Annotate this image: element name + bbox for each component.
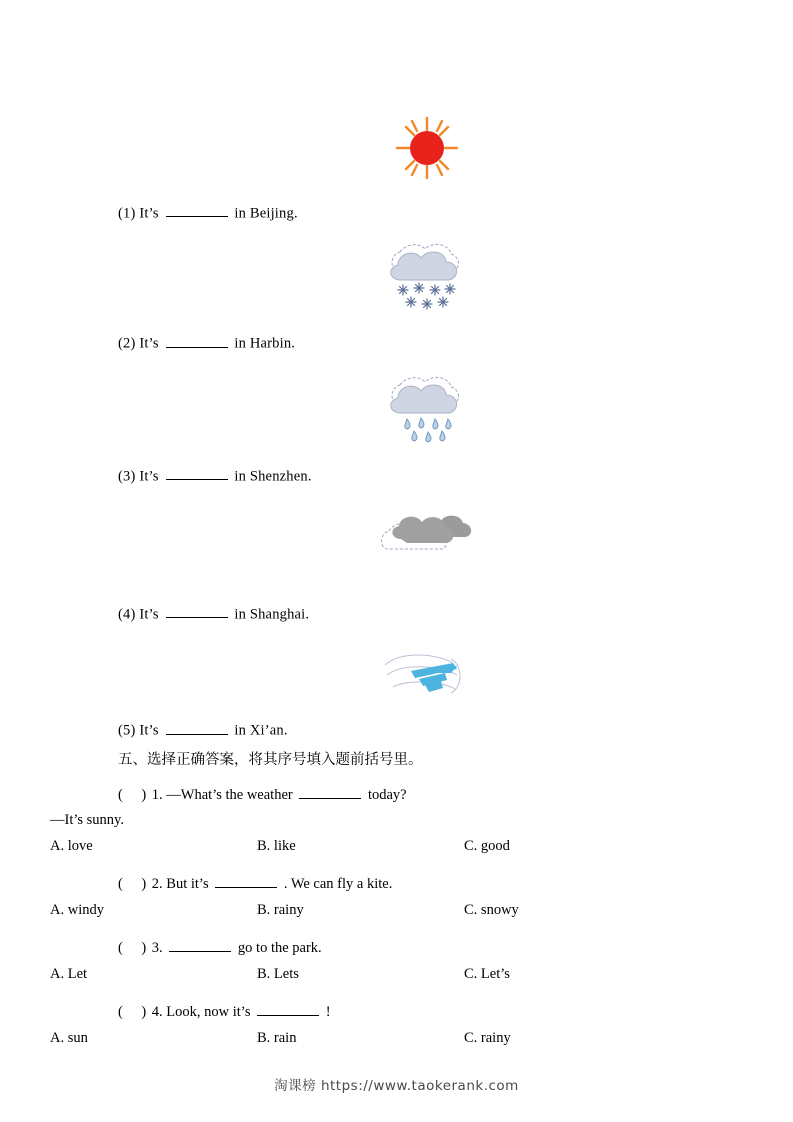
answer-blank-3[interactable] (166, 467, 228, 480)
answer-blank-4[interactable] (166, 605, 228, 618)
answer-blank-5[interactable] (166, 721, 228, 734)
clouds-icon (367, 509, 487, 589)
q-blank-2[interactable] (215, 874, 277, 887)
option-c-4[interactable]: C. rainy (464, 1029, 511, 1046)
sentence-4 (118, 605, 793, 623)
item-prefix-2: It’s (139, 335, 159, 352)
sun-icon (367, 108, 487, 188)
wind-icon (367, 645, 487, 707)
q-text-before-1: —What’s the weather (166, 786, 293, 803)
item-number-4: (4) (118, 606, 136, 623)
q-options-4 (50, 1030, 793, 1047)
answer-blank-2[interactable] (166, 334, 228, 347)
q-options-1 (50, 838, 793, 855)
answer-bracket-3[interactable]: ( ) (118, 939, 149, 956)
option-a-4[interactable]: A. sun (50, 1029, 88, 1046)
item-suffix-2: in Harbin. (234, 335, 296, 352)
mc-question-3 (0, 936, 793, 983)
picture-slot-4 (0, 509, 793, 589)
q-number-3: 3. (151, 939, 163, 956)
q-number-2: 2. (151, 875, 163, 892)
item-number-1: (1) (118, 205, 136, 222)
item-suffix-3: in Shenzhen. (234, 467, 312, 484)
answer-blank-1[interactable] (166, 204, 228, 217)
sentence-1 (118, 204, 793, 222)
item-number-5: (5) (118, 722, 136, 739)
mc-question-2 (0, 872, 793, 919)
picture-slot-1 (0, 108, 793, 188)
item-suffix-5: in Xi’an. (234, 722, 288, 739)
q-text-after-2: . We can fly a kite. (283, 875, 393, 892)
fill-item-1 (0, 0, 793, 222)
answer-bracket-4[interactable]: ( ) (118, 1003, 149, 1020)
sentence-2 (118, 334, 793, 352)
rain-cloud-icon (367, 373, 487, 453)
q-text-before-4: Look, now it’s (166, 1003, 251, 1020)
answer-bracket-1[interactable]: ( ) (118, 786, 149, 803)
picture-slot-3 (0, 373, 793, 453)
fill-item-3 (0, 353, 793, 485)
fill-item-2 (0, 222, 793, 352)
q-options-2 (50, 902, 793, 919)
item-number-3: (3) (118, 467, 136, 484)
item-suffix-1: in Beijing. (234, 205, 298, 222)
snow-cloud-icon (367, 240, 487, 320)
q-number-1: 1. (151, 786, 163, 803)
option-a-1[interactable]: A. love (50, 837, 93, 854)
item-number-2: (2) (118, 335, 136, 352)
q-text-after-1: today? (367, 786, 407, 803)
sentence-3 (118, 467, 793, 485)
item-prefix-4: It’s (139, 606, 159, 623)
q-number-4: 4. (151, 1003, 163, 1020)
option-b-3[interactable]: B. Lets (257, 965, 299, 982)
option-b-2[interactable]: B. rainy (257, 901, 304, 918)
item-prefix-3: It’s (139, 467, 159, 484)
item-suffix-4: in Shanghai. (234, 606, 310, 623)
fill-item-4 (0, 485, 793, 623)
q-blank-4[interactable] (257, 1002, 319, 1015)
option-b-1[interactable]: B. like (257, 837, 296, 854)
option-b-4[interactable]: B. rain (257, 1029, 297, 1046)
q-blank-1[interactable] (299, 785, 361, 798)
fill-item-5 (0, 623, 793, 739)
q-text-after-4: ! (325, 1003, 331, 1020)
mc-question-4 (0, 1000, 793, 1047)
sentence-5 (118, 721, 793, 739)
answer-bracket-2[interactable]: ( ) (118, 875, 149, 892)
q-subline-1: —It’s sunny. (50, 811, 124, 828)
item-prefix-1: It’s (139, 205, 159, 222)
section-five-title: 五、选择正确答案，将其序号填入题前括号里。 (118, 751, 423, 768)
mc-question-1 (0, 783, 793, 855)
option-c-3[interactable]: C. Let’s (464, 965, 510, 982)
picture-slot-5 (0, 645, 793, 707)
q-blank-3[interactable] (169, 938, 231, 951)
option-a-3[interactable]: A. Let (50, 965, 88, 982)
q-text-before-2: But it’s (166, 875, 209, 892)
picture-slot-2 (0, 240, 793, 320)
q-text-after-3: go to the park. (237, 939, 322, 956)
option-c-1[interactable]: C. good (464, 837, 510, 854)
q-options-3 (50, 966, 793, 983)
option-a-2[interactable]: A. windy (50, 901, 104, 918)
option-c-2[interactable]: C. snowy (464, 901, 519, 918)
item-prefix-5: It’s (139, 722, 159, 739)
footer-watermark: 淘课榜 https://www.taokerank.com (274, 1078, 519, 1094)
